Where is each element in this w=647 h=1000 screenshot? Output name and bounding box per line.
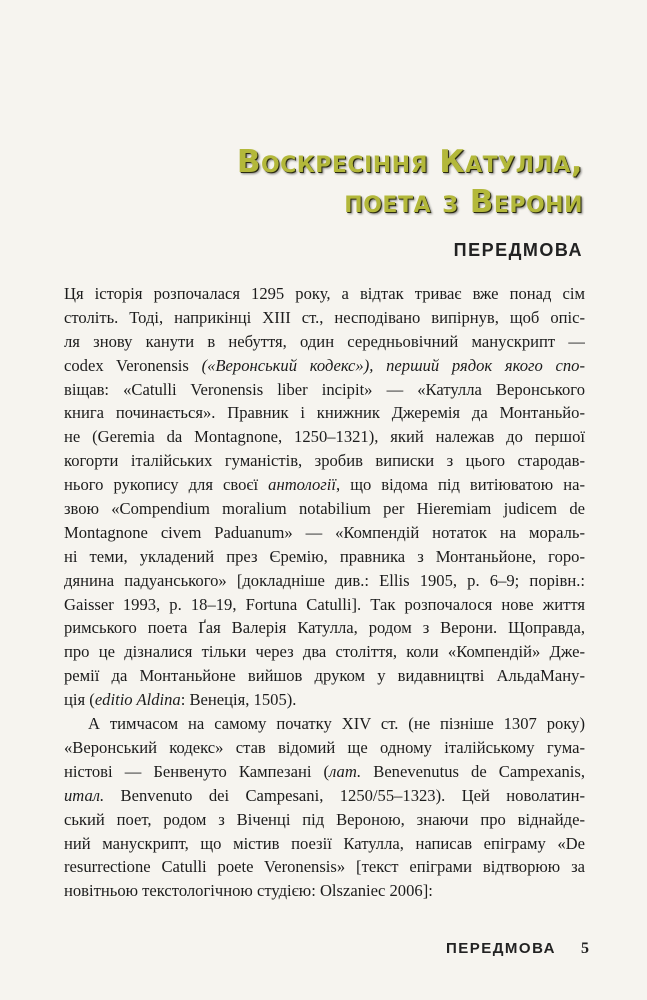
text-line: нього рукопису для своєї антології, що відома під витіюватою на- [64, 475, 585, 495]
chapter-title-line-1: Воскресіння Катулла, [236, 144, 583, 180]
text-line: ція (editio Aldina: Венеція, 1505). [64, 690, 297, 710]
text-line: resurrectione Catulli poete Veronensis» [текст епіграми відтворюю за [64, 857, 585, 877]
text-line: когорти італійських гуманістів, зробив виписки з цього стародав- [64, 451, 585, 471]
text-line: ністові — Бенвенуто Кампезані (лат. Benevenutus de Campexanis, [64, 761, 585, 781]
chapter-title [237, 142, 583, 222]
text-line: віщав: «Catulli Veronensis liber incipit» — «Катулла Веронського [64, 379, 585, 399]
text-line: римського поета Ґая Валерія Катулла, родом з Верони. Щоправда, [64, 618, 585, 638]
running-footer-section: ПЕРЕДМОВА [445, 940, 556, 957]
text-line: ля знову канути в небуття, один середньовічний манускрипт — [64, 331, 585, 351]
text-line: звою «Compendium moralium notabilium per Hieremiam judicem de [64, 499, 585, 519]
text-line: ремії да Монтаньйоне вийшов друком у видавництві АльдаМану- [64, 666, 585, 686]
text-line: про це дізналися тільки через два століття, коли «Компендій» Дже- [64, 642, 585, 662]
text-line: «Веронський кодекс» став відомий ще одному італійському гума- [64, 737, 585, 757]
text-line: итал. Benvenuto dei Campesani, 1250/55–1323). Цей новолатин- [64, 785, 585, 805]
page-number: 5 [581, 940, 589, 957]
paragraph-1 [64, 282, 585, 712]
text-line: книга починається». Правник і книжник Джеремія да Монтаньйо- [64, 403, 585, 423]
text-line: Gaisser 1993, p. 18–19, Fortuna Catulli]. Так розпочалося нове життя [64, 594, 585, 614]
text-line: Montagnone civem Paduanum» — «Компендій нотаток на мораль- [64, 522, 585, 542]
body-text [64, 282, 585, 903]
text-line: ний манускрипт, що містив поезії Катулла, написав епіграму «De [64, 833, 585, 853]
text-line: століть. Тоді, наприкінці XIII ст., несподівано випірнув, щоб опіс- [64, 307, 585, 327]
text-line: Ця історія розпочалася 1295 року, а відтак триває вже понад сім [64, 284, 585, 303]
text-line: ні теми, укладений през Єремію, правника з Монтаньйоне, горо- [64, 546, 585, 566]
text-line: codex Veronensis («Веронський кодекс»), перший рядок якого спо- [64, 355, 585, 375]
chapter-title-line-2: поета з Верони [344, 184, 583, 220]
text-line: ський поет, родом з Віченці під Вероною, знаючи про віднайде- [64, 809, 585, 829]
text-line: дянина падуанського» [докладніше див.: Ellis 1905, p. 6–9; порівн.: [64, 570, 585, 590]
text-line: А тимчасом на самому початку XIV ст. (не пізніше 1307 року) [88, 714, 585, 734]
paragraph-2 [64, 712, 585, 903]
text-line: не (Geremia da Montagnone, 1250–1321), який належав до першої [64, 427, 585, 447]
section-subtitle: ПЕРЕДМОВА [453, 240, 583, 260]
text-line: новітньою текстологічною студією: Olszaniec 2006]: [64, 881, 433, 901]
